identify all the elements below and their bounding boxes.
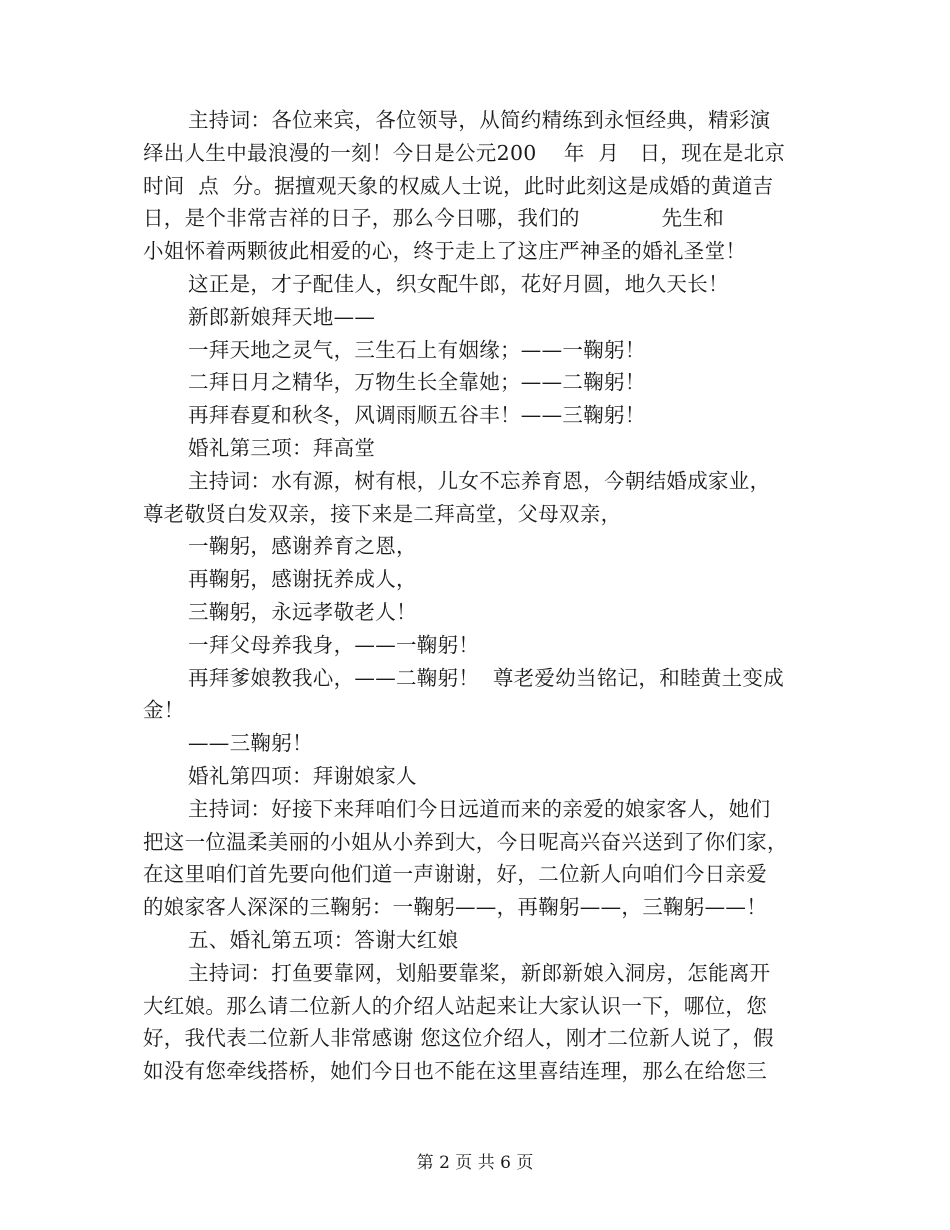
text-line: 主持词：打鱼要靠网，划船要靠桨，新郎新娘入洞房，怎能离开 <box>188 960 771 985</box>
text-line: 新郎新娘拜天地—— <box>188 304 376 329</box>
text-line: 把这一位温柔美丽的小姐从小养到大，今日呢高兴奋兴送到了你们家， <box>143 829 788 854</box>
text-line: 日，是个非常吉祥的日子，那么今日哪，我们的 先生和 <box>143 206 724 231</box>
text-line: 这正是，才子配佳人，织女配牛郎，花好月圆，地久天长！ <box>188 271 729 296</box>
text-line: 一拜父母养我身，——一鞠躬！ <box>188 632 480 657</box>
text-line: 绎出人生中最浪漫的一刻！今日是公元200 年 月 日，现在是北京 <box>143 140 786 165</box>
text-line: 二拜日月之精华，万物生长全靠她；——二鞠躬！ <box>188 370 646 395</box>
page-footer: 第 2 页 共 6 页 <box>416 1153 534 1173</box>
text-line: 一鞠躬，感谢养育之恩， <box>188 534 417 559</box>
document-body <box>143 104 808 1088</box>
text-line: 再拜春夏和秋冬，风调雨顺五谷丰！——三鞠躬！ <box>188 403 646 428</box>
text-line: 时间 点 分。据擅观天象的权威人士说，此时此刻这是成婚的黄道吉 <box>143 173 774 198</box>
text-line: 主持词：各位来宾，各位领导，从简约精练到永恒经典，精彩演 <box>188 108 771 132</box>
text-line: 婚礼第三项：拜高堂 <box>188 435 376 460</box>
text-line: 好，我代表二位新人非常感谢 您这位介绍人，刚才二位新人说了，假 <box>143 1026 774 1051</box>
text-line: 主持词：水有源，树有根，儿女不忘养育恩，今朝结婚成家业， <box>188 468 771 493</box>
text-line: 主持词：好接下来拜咱们今日远道而来的亲爱的娘家客人，她们 <box>188 796 771 821</box>
text-line: 尊老敬贤白发双亲，接下来是二拜高堂，父母双亲， <box>143 501 622 526</box>
text-line: 五、婚礼第五项：答谢大红娘 <box>188 927 459 952</box>
text-line: 三鞠躬，永远孝敬老人！ <box>188 599 417 624</box>
text-line: ——三鞠躬！ <box>188 731 313 756</box>
text-line: 的娘家客人深深的三鞠躬：一鞠躬——，再鞠躬——，三鞠躬——！ <box>143 895 767 920</box>
text-line: 金！ <box>143 698 185 723</box>
text-line: 婚礼第四项：拜谢娘家人 <box>188 763 417 788</box>
text-line: 小姐怀着两颗彼此相爱的心，终于走上了这庄严神圣的婚礼圣堂！ <box>143 239 747 264</box>
text-line: 在这里咱们首先要向他们道一声谢谢，好，二位新人向咱们今日亲爱 <box>143 862 767 887</box>
text-line: 一拜天地之灵气，三生石上有姻缘；——一鞠躬！ <box>188 337 646 362</box>
text-line: 再鞠躬，感谢抚养成人， <box>188 567 417 592</box>
text-line: 大红娘。那么请二位新人的介绍人站起来让大家认识一下，哪位，您 <box>143 993 767 1018</box>
text-line: 再拜爹娘教我心，——二鞠躬！ 尊老爱幼当铭记，和睦黄土变成 <box>188 665 785 690</box>
text-line: 如没有您牵线搭桥，她们今日也不能在这里喜结连理，那么在给您三 <box>143 1059 767 1084</box>
